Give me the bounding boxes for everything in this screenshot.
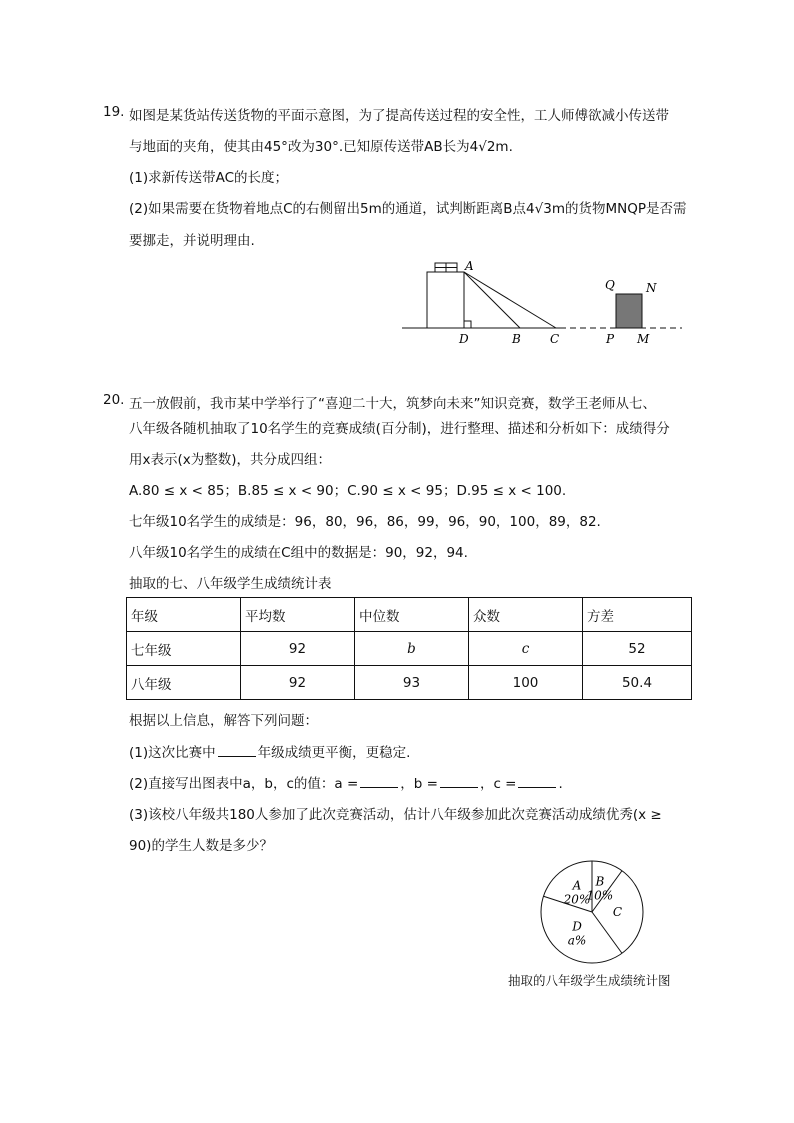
table-cell: 50.4 bbox=[583, 666, 692, 700]
pie-label-c: C bbox=[612, 905, 623, 919]
q20-groups: A.80 ≤ x < 85；B.85 ≤ x < 90；C.90 ≤ x < 95；D.95 ≤ x < 100. bbox=[129, 483, 567, 499]
table-header-row bbox=[127, 598, 692, 632]
cargo-MNQP bbox=[616, 294, 642, 328]
table-cell: 92 bbox=[241, 666, 355, 700]
q20-part1: (1)这次比赛中 年级成绩更平衡，更稳定. bbox=[129, 745, 411, 761]
label-N: N bbox=[646, 281, 657, 295]
q19-part2: (2)如果需要在货物着地点C的右侧留出5m的通道，试判断距离B点4√3m的货物MNQP是否需 bbox=[129, 201, 687, 217]
q19-part1: (1)求新传送带AC的长度； bbox=[129, 170, 289, 186]
q19-part2-continued: 要挪走，并说明理由. bbox=[129, 233, 255, 249]
table-row bbox=[127, 666, 692, 700]
stats-table bbox=[126, 597, 692, 700]
answer-blank-a[interactable] bbox=[360, 775, 398, 788]
conveyor-AC bbox=[464, 272, 556, 328]
right-angle-mark bbox=[464, 321, 471, 328]
q20-number: 20. bbox=[103, 392, 125, 408]
pie-value-a: 20% bbox=[563, 892, 591, 907]
pie-label-a: A bbox=[572, 878, 582, 893]
pie-label-d: D bbox=[572, 919, 582, 934]
label-D: D bbox=[459, 332, 469, 346]
pie-value-b: 10% bbox=[586, 888, 614, 903]
q20-part3-continued: 90)的学生人数是多少？ bbox=[129, 838, 273, 854]
header-cell: 方差 bbox=[583, 598, 692, 632]
q19-text-line1: 如图是某货站传送货物的平面示意图，为了提高传送过程的安全性，工人师傅欲减小传送带 bbox=[129, 108, 669, 124]
label-B: B bbox=[512, 332, 521, 346]
q19-number: 19. bbox=[103, 104, 125, 120]
q20-part3: (3)该校八年级共180人参加了此次竞赛活动，估计八年级参加此次竞赛活动成绩优秀(x ≥ bbox=[129, 807, 662, 823]
table-cell: 100 bbox=[469, 666, 583, 700]
table-cell: 七年级 bbox=[127, 632, 241, 666]
q20-intro: 根据以上信息，解答下列问题： bbox=[129, 713, 318, 729]
pie-label-b: B bbox=[595, 874, 605, 889]
table-cell: 93 bbox=[355, 666, 469, 700]
conveyor-AB bbox=[464, 272, 520, 328]
table-caption: 抽取的七、八年级学生成绩统计表 bbox=[129, 576, 332, 592]
answer-blank[interactable] bbox=[218, 744, 256, 757]
table-cell: 52 bbox=[583, 632, 692, 666]
conveyor-diagram bbox=[0, 0, 794, 360]
label-C: C bbox=[550, 332, 560, 346]
table-cell: 92 bbox=[241, 632, 355, 666]
header-cell: 年级 bbox=[127, 598, 241, 632]
answer-blank-c[interactable] bbox=[518, 775, 556, 788]
q19-text-line2: 与地面的夹角，使其由45°改为30°.已知原传送带AB长为4√2m. bbox=[129, 139, 513, 155]
header-cell: 平均数 bbox=[241, 598, 355, 632]
label-Q: Q bbox=[605, 278, 615, 292]
table-row bbox=[127, 632, 692, 666]
pie-value-d: a% bbox=[567, 933, 587, 948]
q20-grade8-scores: 八年级10名学生的成绩在C组中的数据是：90，92，94. bbox=[129, 545, 468, 561]
q20-text-line1: 五一放假前，我市某中学举行了“喜迎二十大，筑梦向未来”知识竞赛，数学王老师从七、 bbox=[129, 396, 656, 412]
label-A: A bbox=[465, 259, 474, 273]
label-P: P bbox=[606, 332, 615, 346]
q20-text-line3: 用x表示(x为整数)，共分成四组： bbox=[129, 452, 332, 468]
pie-chart bbox=[530, 858, 660, 968]
building bbox=[427, 272, 464, 328]
table-cell: c bbox=[469, 632, 583, 666]
table-cell: b bbox=[355, 632, 469, 666]
header-cell: 中位数 bbox=[355, 598, 469, 632]
header-cell: 众数 bbox=[469, 598, 583, 632]
pie-caption: 抽取的八年级学生成绩统计图 bbox=[508, 973, 671, 988]
q20-text-line2: 八年级各随机抽取了10名学生的竞赛成绩(百分制)，进行整理、描述和分析如下：成绩得分 bbox=[129, 421, 670, 437]
label-M: M bbox=[637, 332, 650, 346]
answer-blank-b[interactable] bbox=[440, 775, 478, 788]
q20-grade7-scores: 七年级10名学生的成绩是：96，80，96，86，99，96，90，100，89，82. bbox=[129, 514, 601, 530]
q20-part2: (2)直接写出图表中a，b，c的值：a = ，b = ，c = . bbox=[129, 776, 563, 792]
table-cell: 八年级 bbox=[127, 666, 241, 700]
